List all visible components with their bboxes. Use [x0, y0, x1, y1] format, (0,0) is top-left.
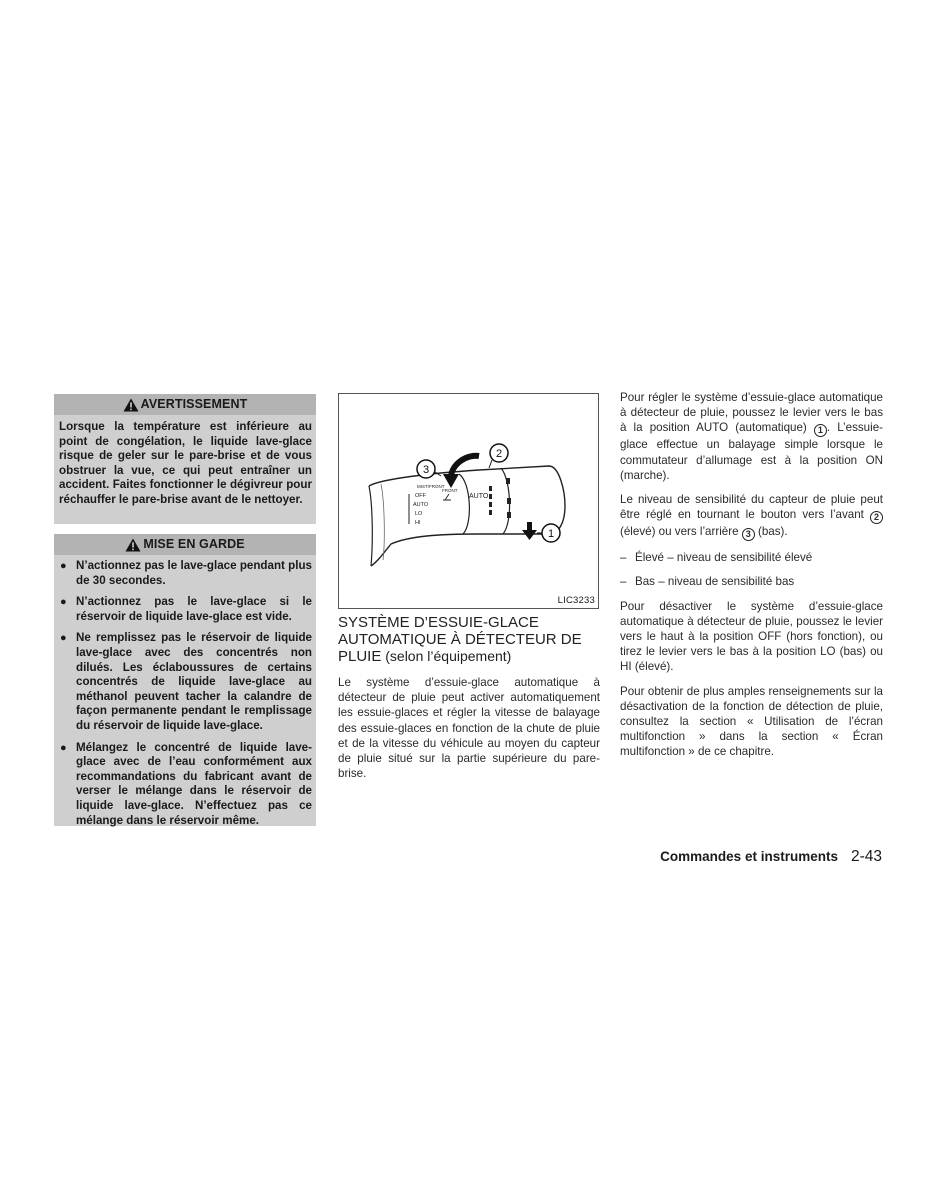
label-front: FRONT — [442, 488, 458, 493]
title-line — [338, 648, 608, 665]
callout-2-ref: 2 — [870, 511, 883, 524]
wiper-lever-drawing — [339, 394, 600, 610]
list-item — [620, 550, 883, 565]
right-column — [620, 390, 883, 769]
title-line: SYSTÈME D’ESSUIE-GLACE — [338, 614, 539, 631]
wiper-lever-illustration — [338, 393, 599, 609]
paragraph-text: . L’essuie-glace effectue un balayage simple lorsque le commutateur d’allumage est à la position ON (marche). — [620, 421, 883, 482]
dash-marker: – — [620, 575, 627, 589]
label-knob-auto: AUTO — [469, 493, 489, 500]
caution-title: MISE EN GARDE — [143, 537, 245, 552]
callout-2: 2 — [495, 448, 503, 460]
label-mist: MIST/FRONT — [417, 484, 445, 489]
paragraph-text: Pour régler le système d’essuie-glace automatique à détecteur de pluie, poussez le levier vers le bas à la position AUTO (automatique) — [620, 391, 883, 435]
paragraph — [620, 390, 883, 483]
warning-triangle-icon — [123, 398, 139, 412]
callout-1-ref: 1 — [814, 424, 827, 437]
dash-marker: – — [620, 551, 627, 565]
bullet-icon: ● — [60, 560, 67, 572]
caution-box — [54, 534, 316, 826]
caution-item-text: Ne remplissez pas le réservoir de liquide lave-glace avec des concentrés non dilués. Les éclaboussures de certains concentrés de liquide lave-glace au méthanol peuvent tacher la calandre de façon permanente pendant le remplissage du réservoir de liquide lave-glace. — [76, 631, 312, 732]
warning-triangle-icon — [125, 538, 141, 552]
section-body: Le système d’essuie-glace automatique à détecteur de pluie peut activer automatiquement les essuie-glaces et régler la vitesse de balayage des essuie-glaces en fonction de la chute de pluie et de la vitesse du véhicule au moyen du capteur de pluie situé sur la partie supérieure du pare-brise. — [338, 676, 600, 781]
caution-list — [54, 555, 316, 841]
paragraph-text: (bas). — [754, 525, 788, 539]
page-footer — [660, 848, 882, 866]
callout-3-ref: 3 — [742, 528, 755, 541]
list-item — [59, 741, 312, 829]
figure-code: LIC3233 — [557, 595, 595, 606]
caution-item-text: N’actionnez pas le lave-glace si le réservoir de liquide lave-glace est vide. — [76, 595, 312, 623]
section-title — [338, 614, 608, 665]
bullet-icon: ● — [60, 596, 67, 609]
paragraph-text: (élevé) ou vers l’arrière — [620, 525, 742, 539]
list-item-text: Élevé – niveau de sensibilité élevé — [635, 551, 813, 565]
label-auto: AUTO — [413, 502, 429, 508]
warning-header — [54, 394, 316, 415]
label-lo: LO — [415, 511, 423, 517]
paragraph-text: Le niveau de sensibilité du capteur de pluie peut être réglé en tournant le bouton vers l’avant — [620, 493, 883, 522]
list-item — [59, 631, 312, 733]
footer-section-title: Commandes et instruments — [660, 849, 838, 864]
list-item — [620, 574, 883, 589]
warning-title: AVERTISSEMENT — [140, 397, 248, 412]
label-off: OFF — [415, 493, 426, 499]
warning-text: Lorsque la température est inférieure au point de congélation, le liquide lave-glace risque de geler sur le pare-brise et de vous obstruer la vue, ce qui peut entraîner un accident. Faites fonctionner le dégivreur pour réchauffer le pare-brise avant de le nettoyer. — [59, 420, 312, 506]
bullet-icon: ● — [60, 741, 67, 754]
title-line-text: PLUIE — [338, 648, 382, 665]
paragraph — [620, 492, 883, 541]
warning-box — [54, 394, 316, 524]
callout-3: 3 — [422, 464, 430, 476]
paragraph: Pour obtenir de plus amples renseignements sur la désactivation de la fonction de détection de pluie, consultez la section « Utilisation de l’écran multifonction » dans la section « Écran multifonction » de ce chapitre. — [620, 684, 883, 759]
paragraph: Pour désactiver le système d’essuie-glace automatique à détecteur de pluie, poussez le levier vers le haut à la position OFF (hors fonction), ou tirez le levier vers le bas à la position LO (bas) ou HI (élevé). — [620, 599, 883, 674]
list-item — [59, 595, 312, 624]
title-suffix: (selon l’équipement) — [381, 648, 512, 664]
list-item-text: Bas – niveau de sensibilité bas — [635, 575, 795, 589]
bullet-icon: ● — [60, 632, 67, 645]
page-number: 2-43 — [850, 848, 882, 865]
caution-item-text: Mélangez le concentré de liquide lave-glace avec de l’eau conformément aux recommandations du fabricant avant de verser le mélange dans le réservoir de liquide lave-glace. N’effectuez pas ce mélange dans le réservoir même. — [76, 740, 312, 827]
label-hi: HI — [415, 520, 421, 526]
caution-item-text: N’actionnez pas le lave-glace pendant plus de 30 secondes. — [76, 559, 312, 587]
caution-header — [54, 534, 316, 555]
list-item — [59, 559, 312, 588]
title-line: AUTOMATIQUE À DÉTECTEUR DE — [338, 631, 582, 648]
callout-1: 1 — [547, 528, 555, 540]
